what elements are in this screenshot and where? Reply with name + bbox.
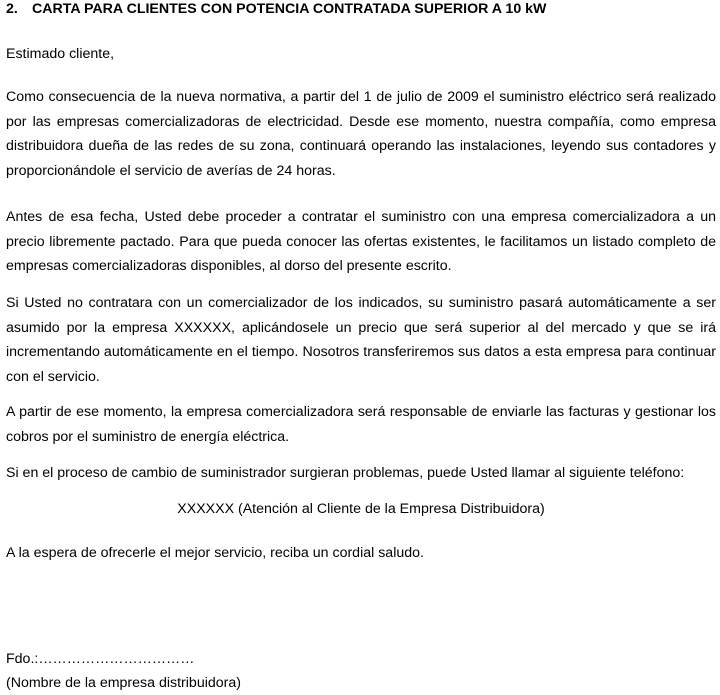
paragraph-responsable: A partir de ese momento, la empresa comercializadora será responsable de enviarle las facturas y gestionar los cobros por el suministro de energía eléctrica.	[6, 404, 716, 445]
greeting: Estimado cliente,	[6, 46, 115, 62]
section-heading	[6, 1, 546, 17]
paragraph-normativa: Como consecuencia de la nueva normativa, a partir del 1 de julio de 2009 el suministro eléctrico será realizado por las empresas comercializadoras de electricidad. Desde ese momento, nuestra compañía, como empresa distribuidora dueña de las redes de su zona, continuará operando las instalaciones, leyendo sus contadores y proporcionándole el servicio de averías de 24 horas.	[6, 89, 716, 179]
paragraph-telefono: Si en el proceso de cambio de suministrador surgieran problemas, puede Usted llamar al siguiente teléfono:	[6, 465, 685, 481]
signature-note: (Nombre de la empresa distribuidora)	[6, 675, 241, 691]
paragraph-contratar: Antes de esa fecha, Usted debe proceder a contratar el suministro con una empresa comercializadora a un precio libremente pactado. Para que pueda conocer las ofertas existentes, le facilitamos un listado completo de empresas comercializadoras disponibles, al dorso del presente escrito.	[6, 209, 716, 275]
section-title: CARTA PARA CLIENTES CON POTENCIA CONTRATADA SUPERIOR A 10 kW	[32, 1, 547, 17]
closing-line: A la espera de ofrecerle el mejor servicio, reciba un cordial saludo.	[6, 545, 424, 561]
paragraph-comercializador: Si Usted no contratara con un comercializador de los indicados, su suministro pasará automáticamente a ser asumido por la empresa XXXXXX, aplicándosele un precio que será superior al del mercado y que se irá incrementando automáticamente en el tiempo. Nosotros transferiremos sus datos a esta empresa para continuar con el servicio.	[6, 295, 716, 385]
section-number: 2.	[6, 1, 18, 17]
signature-field: Fdo.:……………………………	[6, 651, 195, 667]
phone-contact-line: XXXXXX (Atención al Cliente de la Empresa Distribuidora)	[177, 501, 545, 517]
